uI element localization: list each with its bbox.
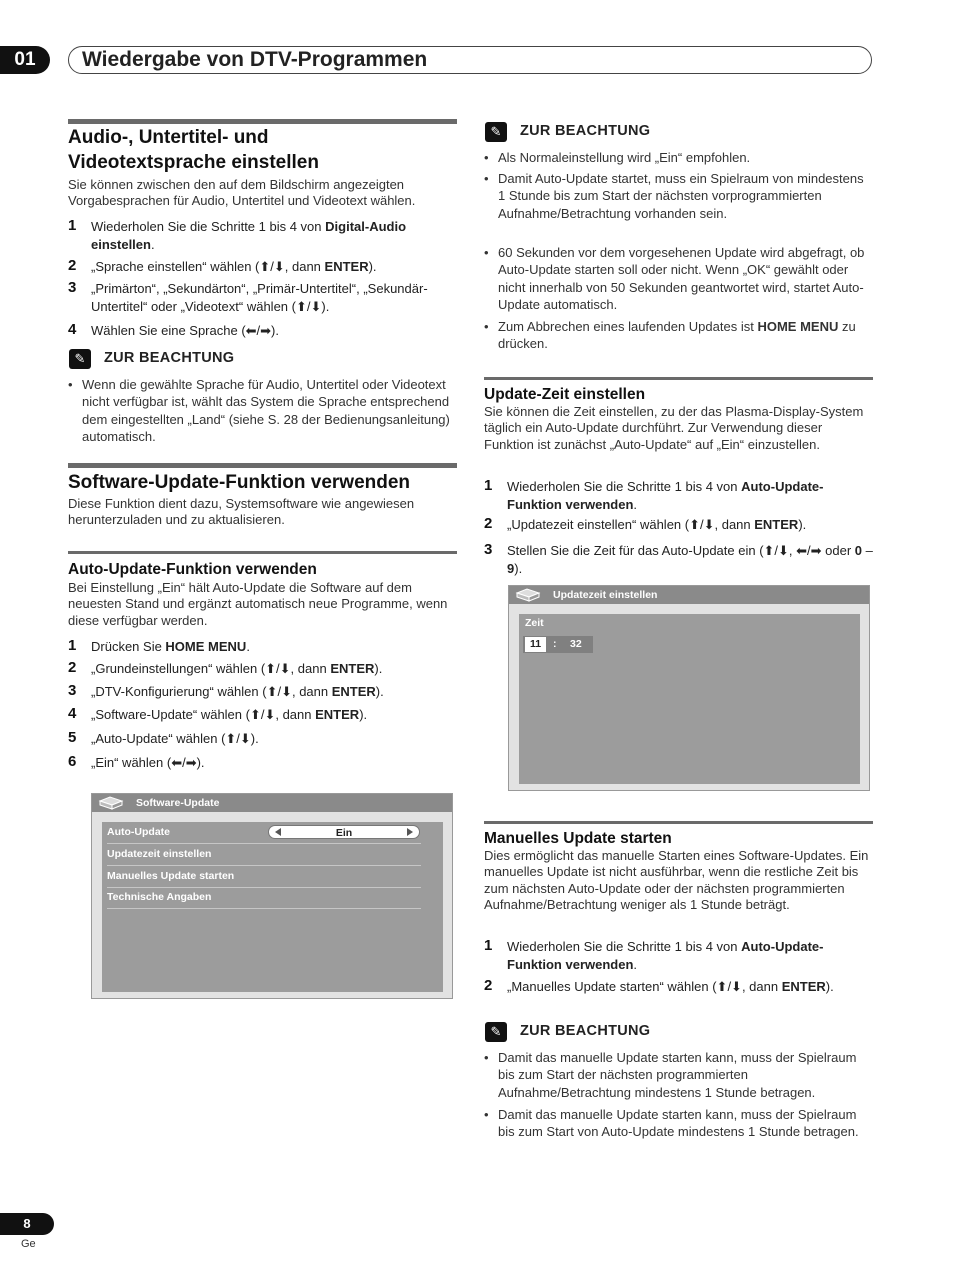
manual-note-item: • Damit das manuelle Update starten kann, muss der Spielraum bis zum Start der nächsten programmierten Aufnahme/Betrachtung mindestens 1 Stunde betragen. <box>484 1050 857 1100</box>
language-code: Ge <box>21 1238 36 1250</box>
manual-update-heading: Manuelles Update starten <box>484 830 672 847</box>
arrow-right-icon[interactable] <box>407 828 413 836</box>
software-step-3: 3 „DTV-Konfigurierung“ wählen (⬆/⬇, dann ENTER). <box>68 682 384 699</box>
software-step-4: 4 „Software-Update“ wählen (⬆/⬇, dann ENTER). <box>68 705 368 722</box>
auto-update-heading: Auto-Update-Funktion verwenden <box>68 561 317 578</box>
audio-step-3: 3 „Primärton“, „Sekundärton“, „Primär-Untertitel“, „Sekundär-Untertitel“ oder „Videotext“ wählen (⬆/⬇). <box>68 279 428 314</box>
software-step-2: 2 „Grundeinstellungen“ wählen (⬆/⬇, dann ENTER). <box>68 659 383 676</box>
manual-step-2: 2 „Manuelles Update starten“ wählen (⬆/⬇, dann ENTER). <box>484 977 834 994</box>
manual-step-1: 1 Wiederholen Sie die Schritte 1 bis 4 von Auto-Update-Funktion verwenden. <box>484 937 824 972</box>
update-time-step-2: 2 „Updatezeit einstellen“ wählen (⬆/⬇, dann ENTER). <box>484 515 807 532</box>
software-step-1: 1 Drücken Sie HOME MENU. <box>68 637 250 654</box>
right-note-header: ✎ ZUR BEACHTUNG <box>485 122 785 144</box>
menu-row-technische-angaben[interactable]: Technische Angaben <box>107 887 421 909</box>
disk-icon <box>98 795 124 811</box>
screen-title-bar: Updatezeit einstellen <box>509 586 869 604</box>
auto-update-intro: Bei Einstellung „Ein“ hält Auto-Update die Software auf dem neuesten Stand und ergänzt automatisch neue Programme, wenn diese verfügbar werden. <box>68 580 448 628</box>
disk-icon <box>515 587 541 603</box>
menu-row-auto-update[interactable]: Auto-Update <box>107 822 421 844</box>
audio-intro: Sie können zwischen den auf dem Bildschirm angezeigten Vorgabesprachen für Audio, Untertitel und Videotext wählen. <box>68 177 416 209</box>
pencil-note-icon: ✎ <box>485 1022 507 1042</box>
page-title: Wiedergabe von DTV-Programmen <box>82 48 428 71</box>
screen-time-body <box>519 614 860 784</box>
subsection-rule <box>484 377 873 380</box>
audio-step-2: 2 „Sprache einstellen“ wählen (⬆/⬇, dann ENTER). <box>68 257 377 274</box>
time-separator: : <box>553 638 557 650</box>
section-rule <box>68 463 457 468</box>
audio-heading: Audio-, Untertitel- und Videotextsprache einstellen <box>68 127 319 173</box>
manual-note-item: • Damit das manuelle Update starten kann, muss der Spielraum bis zum Start von Auto-Update mindestens 1 Stunde betragen. <box>484 1107 859 1140</box>
subsection-rule <box>484 821 873 824</box>
audio-note-header: ✎ ZUR BEACHTUNG <box>69 349 369 371</box>
chapter-number: 01 <box>0 46 50 74</box>
manual-update-intro: Dies ermöglicht das manuelle Starten eines Software-Updates. Ein manuelles Update ist nicht ausführbar, wenn die restliche Zeit bis zum nächsten Auto-Update oder der nächsten programmierten Aufnahme/Betrachtung weniger als 1 Stunde beträgt. <box>484 848 869 912</box>
screen-menu-body <box>102 822 443 992</box>
section-rule <box>68 119 457 124</box>
software-intro: Diese Funktion dient dazu, Systemsoftware wie angewiesen herunterzuladen und zu aktualisieren. <box>68 496 415 528</box>
page-number: 8 <box>0 1213 54 1235</box>
software-update-screen <box>91 793 453 999</box>
right-note-item: • Damit Auto-Update startet, muss ein Spielraum von mindestens 1 Stunde bis zum Start der nächsten vorprogrammierten Aufnahme/Betrachtung vorhanden sein. <box>484 171 864 221</box>
minute-input[interactable]: 32 <box>570 638 582 650</box>
time-field <box>523 636 593 653</box>
software-step-5: 5 „Auto-Update“ wählen (⬆/⬇). <box>68 729 259 746</box>
auto-update-selector[interactable]: Ein <box>268 825 420 839</box>
audio-note-item: • Wenn die gewählte Sprache für Audio, Untertitel oder Videotext nicht verfügbar ist, wählt das System die Sprache entsprechend dem eingestellten „Land“ (siehe S. 28 der Bedienungsanleitung) automatisch. <box>68 377 450 444</box>
pencil-note-icon: ✎ <box>485 122 507 142</box>
right-note-item: • Zum Abbrechen eines laufenden Updates ist HOME MENU zu drücken. <box>484 319 856 352</box>
update-time-heading: Update-Zeit einstellen <box>484 386 646 403</box>
audio-step-1: 1 Wiederholen Sie die Schritte 1 bis 4 von Digital-Audio einstellen. <box>68 217 407 252</box>
updatezeit-screen <box>508 585 870 791</box>
software-heading: Software-Update-Funktion verwenden <box>68 472 411 493</box>
software-step-6: 6 „Ein“ wählen (⬅/➡). <box>68 753 205 770</box>
update-time-intro: Sie können die Zeit einstellen, zu der das Plasma-Display-System täglich ein Auto-Update durchführt. Zur Verwendung dieser Funktion ist zunächst „Auto-Update“ auf „Ein“ einzustellen. <box>484 404 864 452</box>
time-label: Zeit <box>525 617 544 629</box>
arrow-left-icon[interactable] <box>275 828 281 836</box>
right-note-item: • Als Normaleinstellung wird „Ein“ empfohlen. <box>484 150 751 165</box>
menu-row-manuelles-update[interactable]: Manuelles Update starten <box>107 866 421 888</box>
subsection-rule <box>68 551 457 554</box>
manual-note-header: ✎ ZUR BEACHTUNG <box>485 1022 785 1044</box>
audio-step-4: 4 Wählen Sie eine Sprache (⬅/➡). <box>68 321 279 338</box>
right-note-item: • 60 Sekunden vor dem vorgesehenen Update wird abgefragt, ob Auto-Update starten soll oder nicht. Wenn „OK“ gewählt oder nicht innerhalb von 50 Sekunden geantwortet wird, startet Auto-Update automatisch. <box>484 245 865 312</box>
screen-title-bar: Software-Update <box>92 794 452 812</box>
menu-row-updatezeit[interactable]: Updatezeit einstellen <box>107 844 421 866</box>
update-time-step-1: 1 Wiederholen Sie die Schritte 1 bis 4 von Auto-Update-Funktion verwenden. <box>484 477 824 512</box>
update-time-step-3: 3 Stellen Sie die Zeit für das Auto-Update ein (⬆/⬇, ⬅/➡ oder 0 – 9). <box>484 541 873 576</box>
pencil-note-icon: ✎ <box>69 349 91 369</box>
hour-input[interactable]: 11 <box>525 637 546 652</box>
